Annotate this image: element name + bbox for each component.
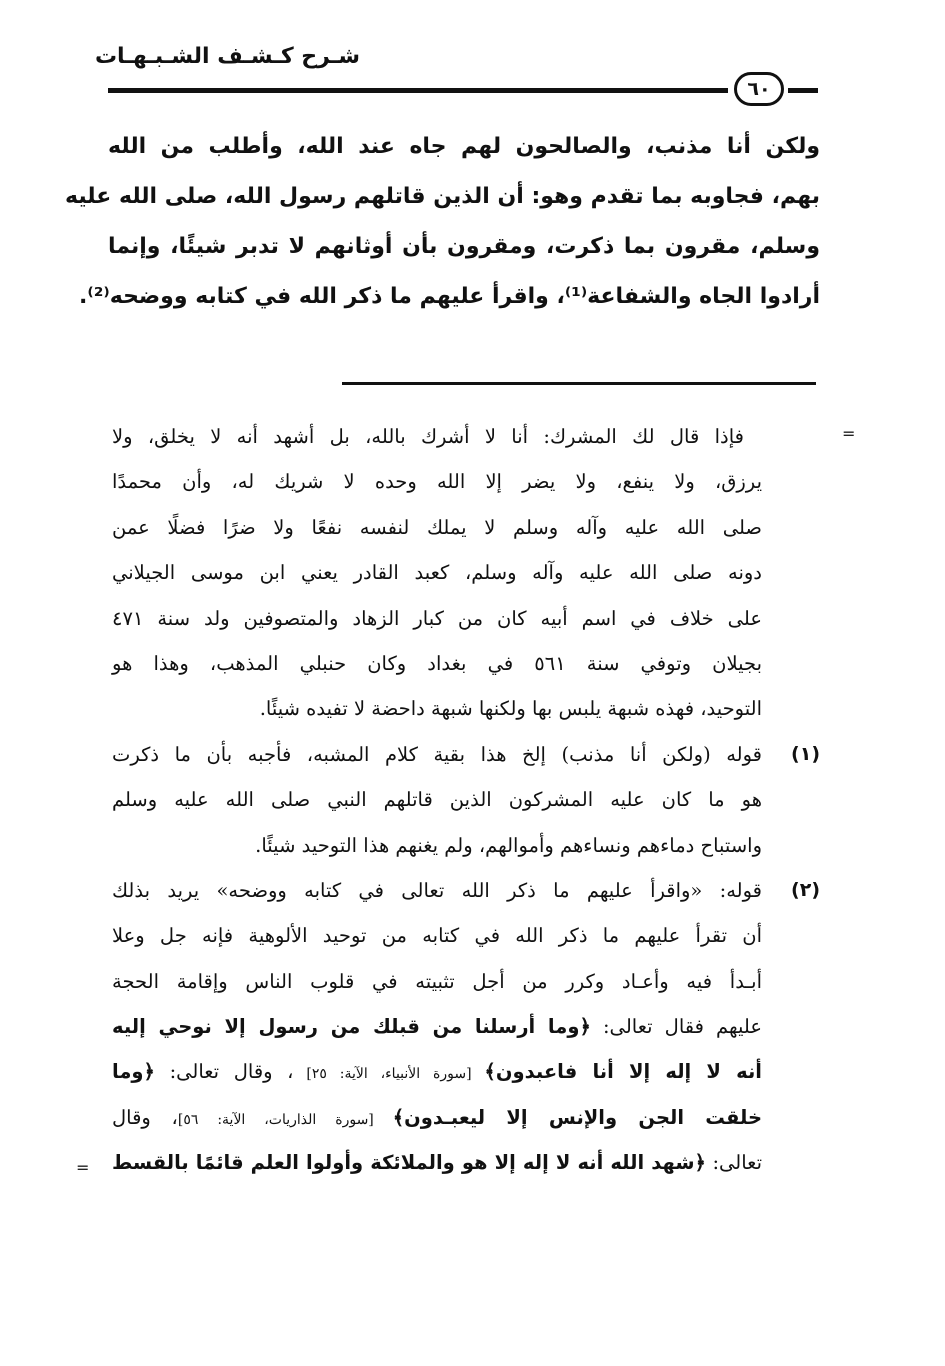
quran-verse: أنه لا إله إلا أنا فاعبدون﴾ bbox=[484, 1060, 762, 1084]
header-rule bbox=[108, 88, 728, 93]
page-number: ٦٠ bbox=[734, 72, 784, 106]
main-line: وسلم، مقرون بما ذكرت، ومقرون بأن أوثانهم لا تدبر شيئًا، وإنما bbox=[108, 234, 820, 259]
main-line: أرادوا الجاه والشفاعة⁽¹⁾، واقرأ عليهم ما ذكر الله في كتابه ووضحه⁽²⁾. bbox=[79, 284, 820, 309]
footnote-line bbox=[112, 1004, 820, 1049]
footnote-line: على خلاف في اسم أبيه كان من كبار الزهاد والمتصوفين ولد سنة ٤٧١ bbox=[112, 606, 762, 630]
footnote-text: تعالى: bbox=[705, 1151, 762, 1175]
main-line: ولكن أنا مذنب، والصالحون لهم جاه عند الله، وأطلب من الله bbox=[108, 134, 820, 159]
footnote-text: عليهم فقال تعالى: bbox=[590, 1015, 762, 1039]
continuation-mark: = bbox=[842, 424, 856, 443]
footnote-line bbox=[112, 1140, 820, 1185]
quran-verse: ﴿وما أرسلنا من قبلك من رسول إلا نوحي إليه bbox=[112, 1015, 591, 1039]
header-rule-end bbox=[788, 88, 818, 93]
footnote-line: أن تقرأ عليهم ما ذكر الله في كتابه من توحيد الألوهية فإنه جل وعلا bbox=[112, 924, 762, 948]
quran-verse: ﴿وما bbox=[112, 1060, 155, 1084]
footnote-line: التوحيد، فهذه شبهة يلبس بها ولكنها شبهة داحضة لا تفيده شيئًا. bbox=[259, 697, 762, 721]
footnote-2 bbox=[112, 868, 820, 913]
footnote-line: واستباح دماءهم ونساءهم وأموالهم، ولم يغنهم هذا التوحيد شيئًا. bbox=[255, 833, 762, 857]
footnote-1 bbox=[112, 732, 820, 777]
continuation-mark: = bbox=[76, 1158, 90, 1177]
footnote-marker: (١) bbox=[791, 742, 820, 765]
footnote-line: يرزق، ولا ينفع، ولا يضر إلا الله وحده لا شريك له، وأن محمدًا bbox=[112, 470, 762, 494]
footnote-line: صلى الله عليه وآله وسلم لا يملك لنفسه نفعًا ولا ضرًا فضلًا عمن bbox=[112, 515, 762, 539]
footnote-text: ، وقال تعالى: bbox=[154, 1060, 294, 1084]
footnote-line bbox=[112, 1049, 820, 1094]
quran-verse: ﴿شهد الله أنه لا إله إلا هو والملائكة وأولوا العلم قائمًا بالقسط bbox=[112, 1151, 706, 1175]
footnote-separator bbox=[342, 382, 816, 385]
footnote-line: فإذا قال لك المشرك: أنا لا أشرك بالله، بل أشهد أنه لا يخلق، ولا bbox=[112, 425, 744, 448]
footnote-line bbox=[112, 1095, 820, 1140]
footnote-line: دونه صلى الله عليه وآله وسلم، كعبد القادر يعني ابن موسى الجيلاني bbox=[112, 561, 762, 585]
footnote-text: ، وقال bbox=[112, 1105, 178, 1129]
footnote-line: بجيلان وتوفي سنة ٥٦١ في بغداد وكان حنبلي المذهب، وهذا هو bbox=[112, 651, 762, 675]
footnote-marker: (٢) bbox=[791, 878, 820, 901]
footnote-text: قوله (ولكن أنا مذنب) إلخ هذا بقية كلام المشبه، فأجبه بأن ما ذكرت bbox=[112, 742, 762, 766]
main-line: بهم، فجاوبه بما تقدم وهو: أن الذين قاتلهم رسول الله، صلى الله عليه bbox=[64, 184, 820, 209]
footnotes bbox=[112, 414, 820, 1186]
verse-reference: [سورة الذاريات، الآية: ٥٦] bbox=[177, 1111, 393, 1128]
page-header bbox=[94, 40, 818, 110]
running-title: شـرح كـشـف الشـبـهـات bbox=[94, 44, 360, 69]
footnote-line: أبـدأ فيه وأعـاد وكرر من أجل تثبيته في قلوب الناس وإقامة الحجة bbox=[112, 969, 762, 993]
main-text bbox=[64, 122, 820, 322]
footnote-line: هو ما كان عليه المشركون الذين قاتلهم النبي صلى الله عليه وسلم bbox=[112, 788, 762, 812]
verse-reference: [سورة الأنبياء، الآية: ٢٥] bbox=[293, 1066, 485, 1083]
quran-verse: خلقت الجن والإنس إلا ليعبـدون﴾ bbox=[392, 1105, 762, 1129]
footnote-text: قوله: «واقرأ عليهم ما ذكر الله تعالى في كتابه ووضحه» يريد بذلك bbox=[112, 878, 762, 902]
